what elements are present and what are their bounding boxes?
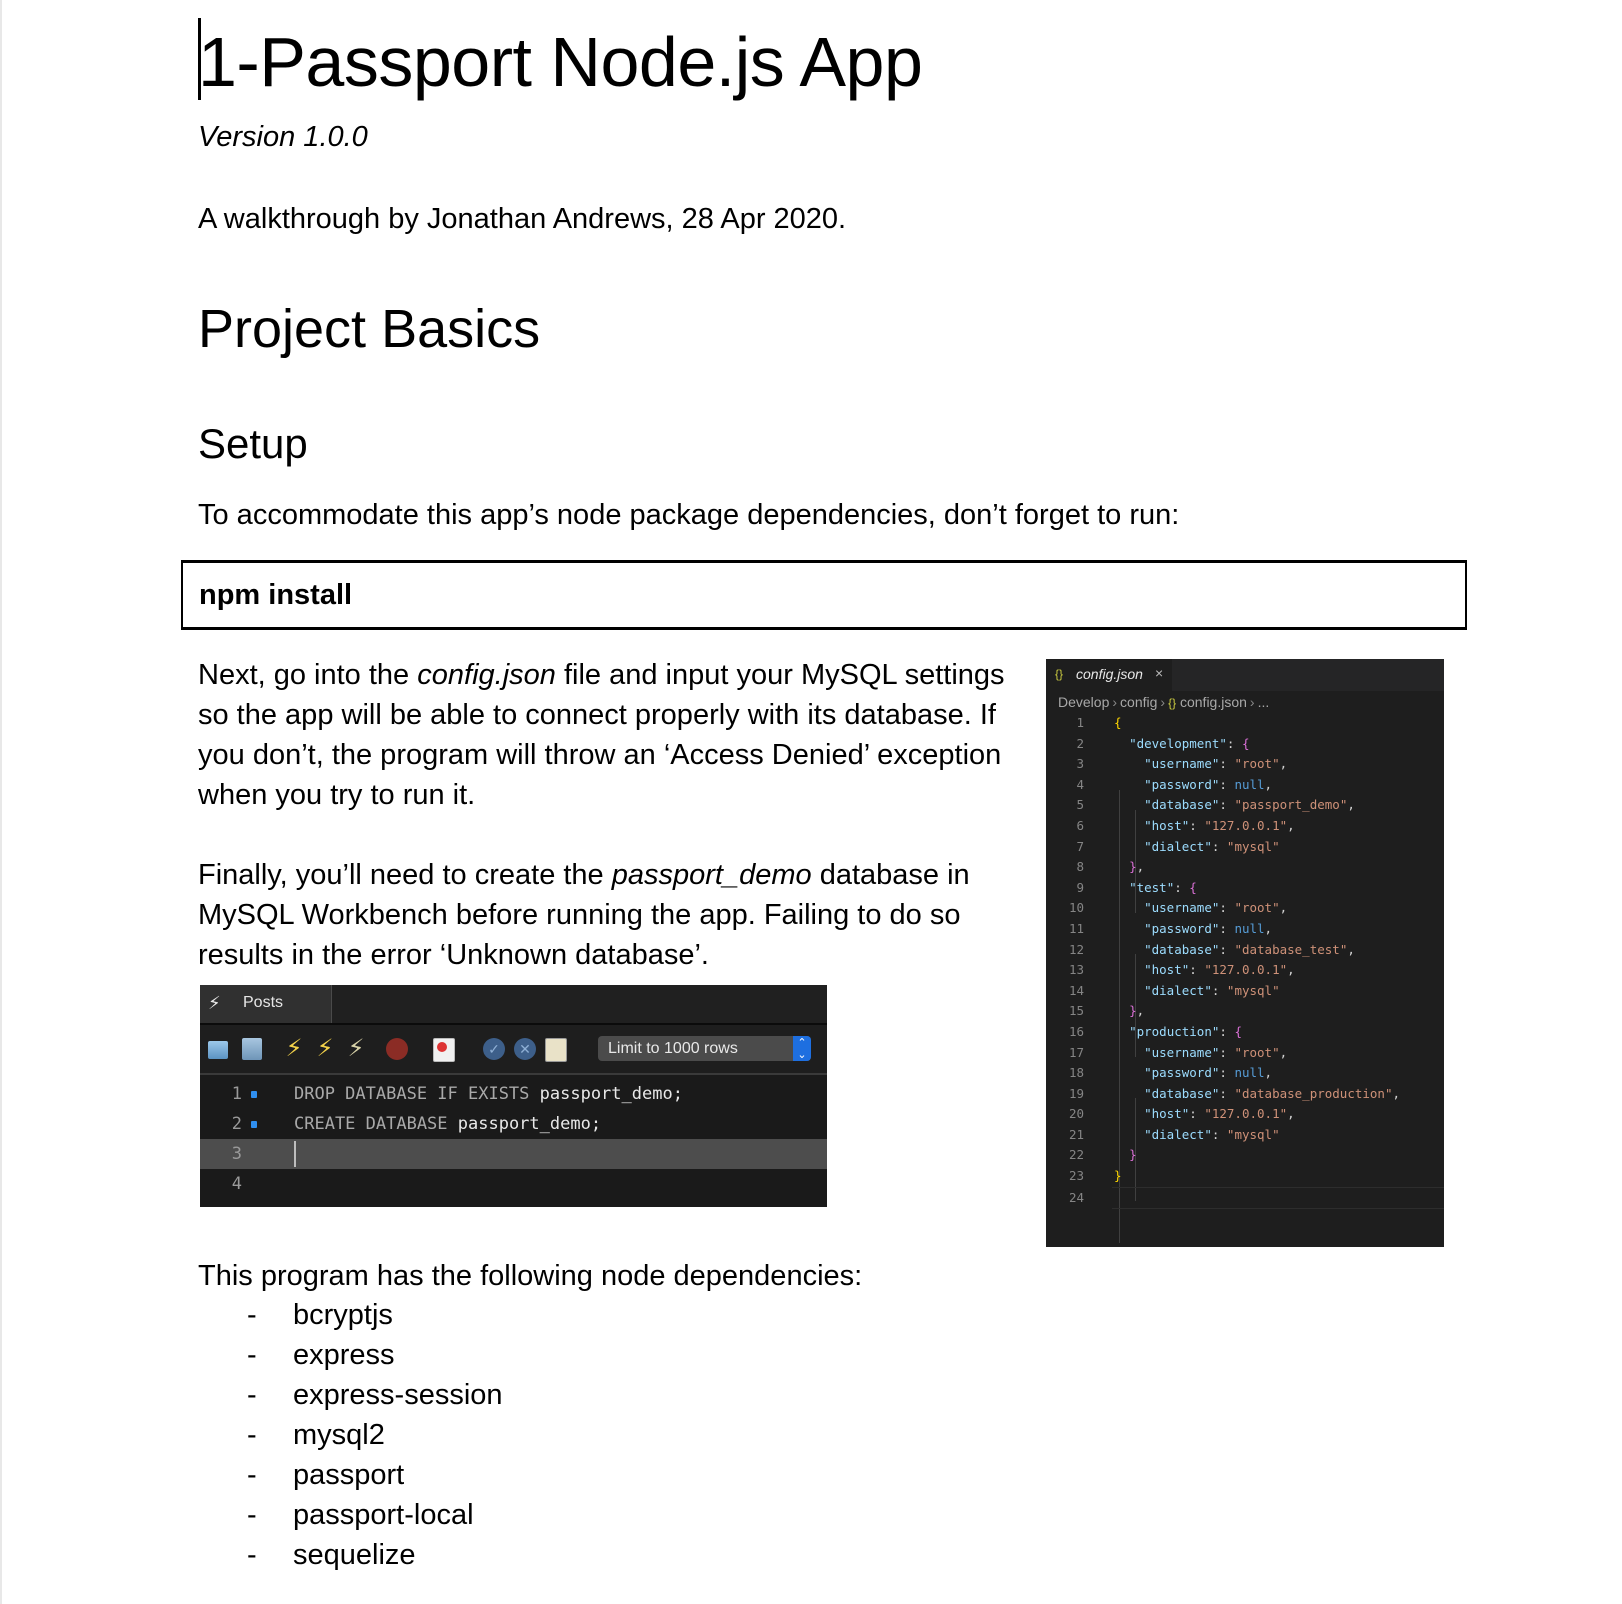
code-line: 4 "password": null, bbox=[1076, 776, 1273, 792]
sql-line: 1 DROP DATABASE IF EXISTS passport_demo; bbox=[231, 1084, 683, 1104]
code-line: 5 "database": "passport_demo", bbox=[1076, 797, 1355, 813]
chevron-right-icon: › bbox=[1112, 694, 1118, 710]
mysql-workbench-screenshot bbox=[200, 985, 827, 1207]
code-line: 12 "database": "database_test", bbox=[1068, 941, 1355, 957]
code-line: 13 "host": "127.0.0.1", bbox=[1068, 962, 1295, 978]
database-name: passport_demo bbox=[611, 859, 812, 891]
limit-rows-value: Limit to 1000 rows bbox=[608, 1040, 738, 1057]
version-label: Version 1.0.0 bbox=[198, 121, 368, 153]
code-editor[interactable] bbox=[1046, 713, 1444, 1209]
breadcrumb-item[interactable]: Develop bbox=[1058, 694, 1110, 710]
query-tab-posts[interactable] bbox=[200, 985, 332, 1023]
code-line: 8 }, bbox=[1076, 859, 1145, 875]
breadcrumb bbox=[1046, 691, 1444, 713]
code-line: 6 "host": "127.0.0.1", bbox=[1076, 817, 1295, 833]
document-title: 1-Passport Node.js App bbox=[198, 23, 923, 101]
sql-line-active: 3 bbox=[200, 1139, 827, 1169]
save-icon[interactable] bbox=[242, 1038, 262, 1060]
section-heading: Project Basics bbox=[198, 299, 541, 359]
sql-editor[interactable] bbox=[200, 1075, 827, 1199]
code-line: 14 "dialect": "mysql" bbox=[1068, 982, 1280, 998]
beautify-icon[interactable] bbox=[545, 1038, 567, 1062]
query-tab-label: Posts bbox=[243, 994, 284, 1011]
query-toolbar bbox=[200, 1025, 827, 1075]
code-line: 22 } bbox=[1068, 1147, 1137, 1163]
query-tab-bar bbox=[200, 985, 827, 1025]
execute-current-icon[interactable]: ⚡︎ bbox=[316, 1035, 334, 1062]
paragraph-line: MySQL Workbench before running the app. Failing to do so bbox=[198, 899, 961, 931]
code-line: 15 }, bbox=[1068, 1003, 1145, 1019]
execute-icon[interactable]: ⚡︎ bbox=[285, 1035, 303, 1062]
sql-line: 4 bbox=[231, 1174, 242, 1194]
code-line: 18 "password": null, bbox=[1068, 1065, 1273, 1081]
code-line: 7 "dialect": "mysql" bbox=[1076, 838, 1280, 854]
breadcrumb-item[interactable]: config.json bbox=[1179, 694, 1247, 710]
open-folder-icon[interactable] bbox=[208, 1041, 228, 1059]
code-line: 3 "username": "root", bbox=[1076, 756, 1288, 772]
subsection-heading: Setup bbox=[198, 420, 308, 467]
tab-filename: config.json bbox=[1076, 666, 1143, 682]
json-file-icon: {} bbox=[1055, 667, 1064, 681]
chevron-right-icon: › bbox=[1160, 694, 1166, 710]
code-line: 9 "test": { bbox=[1076, 879, 1197, 895]
code-line: 1 { bbox=[1076, 715, 1122, 730]
lightning-icon: ⚡︎ bbox=[208, 993, 221, 1013]
code-line: 21 "dialect": "mysql" bbox=[1068, 1126, 1280, 1142]
dependencies-intro: This program has the following node dependencies: bbox=[198, 1260, 863, 1292]
editor-cursor bbox=[294, 1141, 296, 1167]
byline: A walkthrough by Jonathan Andrews, 28 Apr 2020. bbox=[198, 203, 847, 235]
command-box bbox=[181, 560, 1467, 630]
breadcrumb-item[interactable]: ... bbox=[1257, 694, 1270, 710]
statement-marker-icon bbox=[251, 1091, 257, 1098]
statement-marker-icon bbox=[251, 1121, 257, 1128]
paragraph-line: when you try to run it. bbox=[198, 779, 476, 811]
setup-intro: To accommodate this app’s node package dependencies, don’t forget to run: bbox=[198, 499, 1180, 531]
code-line: 19 "database": "database_production", bbox=[1068, 1085, 1401, 1101]
code-line-current: 24 bbox=[1112, 1187, 1444, 1210]
close-icon[interactable]: × bbox=[1155, 665, 1164, 681]
limit-rows-select[interactable] bbox=[598, 1036, 811, 1061]
breadcrumb-item[interactable]: config bbox=[1120, 694, 1158, 710]
commit-icon[interactable]: ✓ bbox=[483, 1038, 505, 1060]
paragraph-line: so the app will be able to connect properly with its database. If bbox=[198, 699, 996, 731]
json-file-icon: {} bbox=[1168, 696, 1177, 710]
config-file-name: config.json bbox=[417, 659, 556, 691]
vscode-config-screenshot bbox=[1046, 659, 1444, 1247]
code-line: 16 "production": { bbox=[1068, 1023, 1242, 1039]
rollback-icon[interactable]: ✕ bbox=[514, 1038, 536, 1060]
chevron-up-down-icon: ⌃ ⌄ bbox=[793, 1036, 811, 1061]
sql-line: 2 CREATE DATABASE passport_demo; bbox=[231, 1114, 602, 1134]
paragraph-line: Finally, you’ll need to create the passport_demo database in bbox=[198, 859, 970, 891]
code-line: 2 "development": { bbox=[1076, 735, 1250, 751]
database-paragraph bbox=[198, 855, 970, 975]
explain-icon[interactable]: ⚡︎ bbox=[347, 1035, 365, 1062]
code-line: 23 } bbox=[1068, 1168, 1122, 1184]
editor-tab-bar bbox=[1046, 659, 1444, 691]
paragraph-line: Next, go into the config.json file and input your MySQL settings bbox=[198, 659, 1005, 691]
editor-tab-config-json[interactable] bbox=[1046, 659, 1172, 691]
code-line: 17 "username": "root", bbox=[1068, 1044, 1288, 1060]
chevron-right-icon: › bbox=[1249, 694, 1255, 710]
paragraph-line: results in the error ‘Unknown database’. bbox=[198, 939, 709, 971]
code-line: 20 "host": "127.0.0.1", bbox=[1068, 1106, 1295, 1122]
code-line: 11 "password": null, bbox=[1068, 920, 1273, 936]
command-text: npm install bbox=[199, 579, 353, 611]
paragraph-line: you don’t, the program will throw an ‘Access Denied’ exception bbox=[198, 739, 1002, 771]
code-line: 10 "username": "root", bbox=[1068, 900, 1288, 916]
stop-icon[interactable] bbox=[386, 1038, 408, 1060]
config-paragraph bbox=[198, 655, 1005, 815]
toggle-error-icon[interactable] bbox=[433, 1038, 455, 1062]
